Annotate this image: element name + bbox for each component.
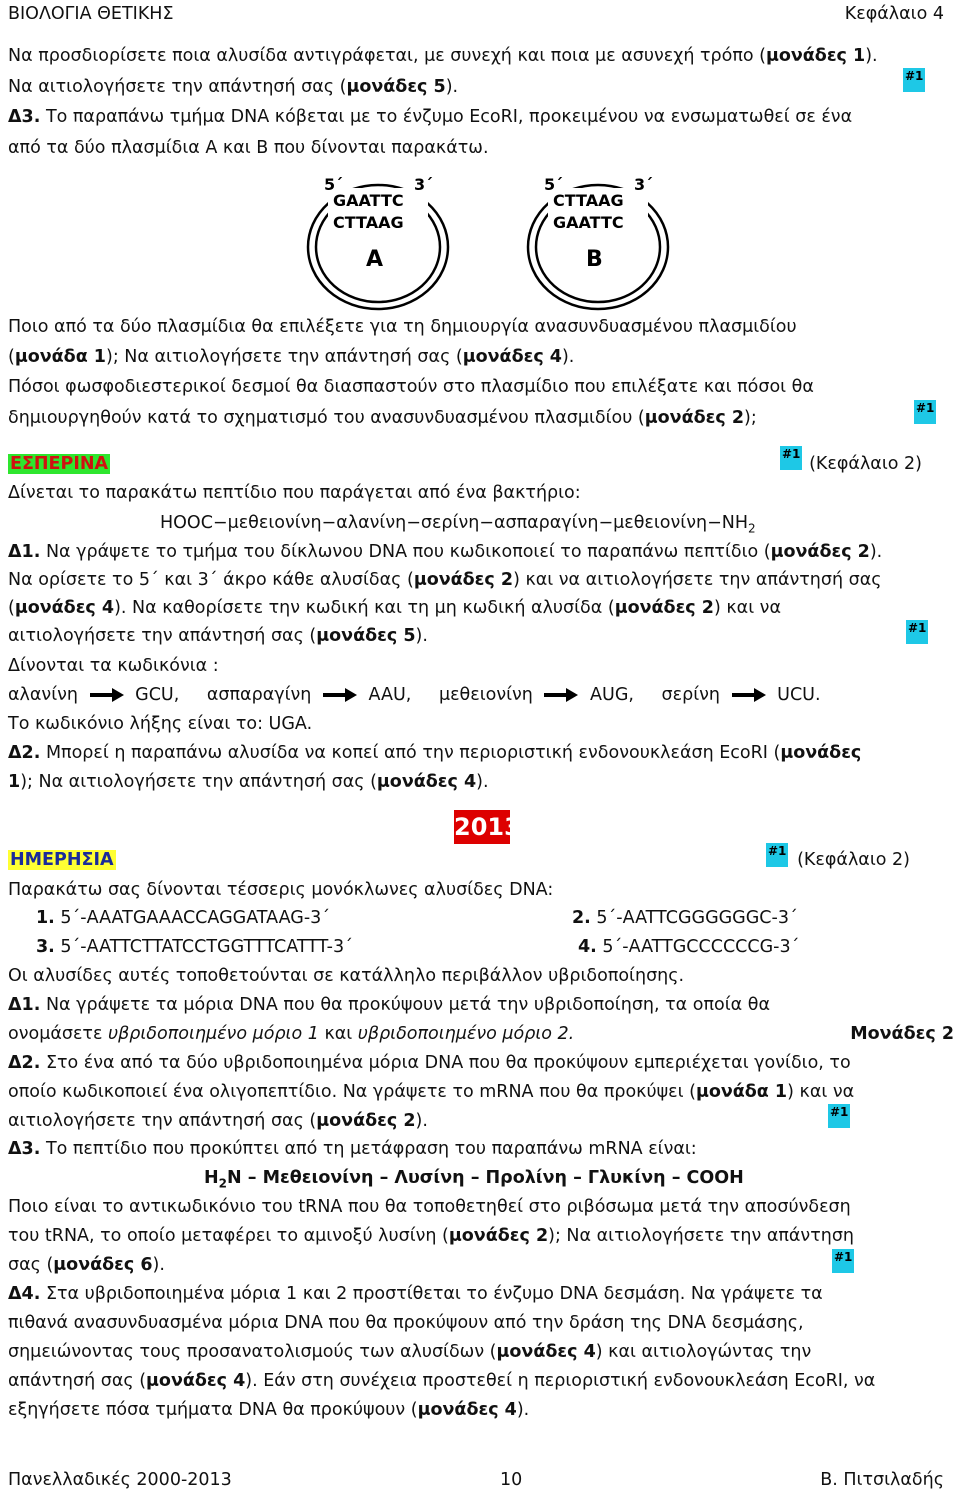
text-line: Δ4. Στα υβριδοποιημένα μόρια 1 και 2 προστίθεται το ένζυμο DNA δεσμάση. Να γράψετε τα bbox=[8, 1284, 823, 1304]
text-line: απάντησή σας (μονάδες 4). Εάν στη συνέχεια προστεθεί η περιοριστική ενδονουκλεάση EcoRI, να bbox=[8, 1371, 876, 1391]
text-line: Παρακάτω σας δίνονται τέσσερις μονόκλωνες αλυσίδες DNA: bbox=[8, 880, 554, 900]
arrow-icon bbox=[323, 688, 357, 702]
text-line: πιθανά ανασυνδυασμένα μόρια DNA που θα προκύψουν από την δράση της DNA δεσμάσης, bbox=[8, 1313, 804, 1333]
text-line: σημειώνοντας τους προσανατολισμούς των αλυσίδων (μονάδες 4) και αιτιολογώντας την bbox=[8, 1342, 812, 1362]
text-line: Δ3. Το πεπτίδιο που προκύπτει από τη μετάφραση του παραπάνω mRNA είναι: bbox=[8, 1139, 697, 1159]
plasmid-a-five: 5΄ bbox=[324, 175, 343, 194]
arrow-icon bbox=[732, 688, 766, 702]
section-title-esperina: ΕΣΠΕΡΙΝΑ bbox=[10, 454, 109, 474]
arrow-icon bbox=[544, 688, 578, 702]
text-line: αιτιολογήσετε την απάντησή σας (μονάδες 5). bbox=[8, 626, 428, 646]
text-line: Ποιο από τα δύο πλασμίδια θα επιλέξετε για τη δημιουργία ανασυνδυασμένου πλασμιδίου bbox=[8, 317, 797, 337]
ref-tag: #1 bbox=[832, 1249, 854, 1273]
header-left: ΒΙΟΛΟΓΙΑ ΘΕΤΙΚΗΣ bbox=[8, 4, 174, 24]
peptide-line: $HOOC-\mu\varepsilon\theta\varepsilon\iota o\nu ί\nu\eta-\alpha\lambda\alpha\nu ί\nu\eta-\sigma\varepsilon\rho ί\nu\eta-\alpha\sigma\pi\alpha\rho\alpha\gamma ί\nu\eta-\mu\varepsilon\theta\varepsilon\iota o\nu ί\nu\eta-NH_2$ bbox=[160, 513, 756, 536]
text-line: ονομάσετε υβριδοποιημένο μόριο 1 και υβριδοποιημένο μόριο 2. bbox=[8, 1024, 575, 1044]
plasmid-a bbox=[308, 175, 448, 309]
peptide-line: $H_2N$ – Μεθειονίνη – Λυσίνη – Προλίνη – Γλυκίνη – COOH bbox=[204, 1168, 744, 1191]
text-line: αιτιολογήσετε την απάντησή σας (μονάδες 2). bbox=[8, 1111, 428, 1131]
text-line: δημιουργηθούν κατά το σχηματισμό του ανασυνδυασμένου πλασμιδίου (μονάδες 2); bbox=[8, 408, 757, 428]
text-line: Να προσδιορίσετε ποια αλυσίδα αντιγράφεται, με συνεχή και ποια με ασυνεχή τρόπο (μονάδες 1). bbox=[8, 46, 878, 66]
text-line: (μονάδα 1); Να αιτιολογήσετε την απάντησή σας (μονάδες 4). bbox=[8, 347, 575, 367]
ref-tag: #1 bbox=[766, 843, 788, 867]
plasmid-b-top: CTTAAG bbox=[553, 191, 624, 210]
text-line: Δ1. Να γράψετε το τμήμα του δίκλωνου DNA που κωδικοποιεί το παραπάνω πεπτίδιο (μονάδες 2). bbox=[8, 542, 883, 562]
plasmid-a-top: GAATTC bbox=[333, 191, 404, 210]
text-line: εξηγήσετε πόσα τμήματα DNA θα προκύψουν (μονάδες 4). bbox=[8, 1400, 530, 1420]
text-line: Δ3. Το παραπάνω τμήμα DNA κόβεται με το ένζυμο EcoRI, προκειμένου να ενσωματωθεί σε ένα bbox=[8, 107, 853, 127]
arrow-icon bbox=[90, 688, 124, 702]
text-line: Δ2. Μπορεί η παραπάνω αλυσίδα να κοπεί από την περιοριστική ενδονουκλεάση EcoRI (μονάδες bbox=[8, 743, 862, 763]
plasmid-a-three: 3΄ bbox=[414, 175, 433, 194]
text-line: Δίνονται τα κωδικόνια : bbox=[8, 656, 219, 676]
text-line: 1); Να αιτιολογήσετε την απάντησή σας (μονάδες 4). bbox=[8, 772, 489, 792]
text-line: Δ1. Να γράψετε τα μόρια DNA που θα προκύψουν μετά την υβριδοποίηση, τα οποία θα bbox=[8, 995, 770, 1015]
ref-tag: #1 bbox=[906, 620, 928, 644]
ref-tag: #1 bbox=[780, 446, 802, 470]
text-line: (μονάδες 4). Να καθορίσετε την κωδική και τη μη κωδική αλυσίδα (μονάδες 2) και να bbox=[8, 598, 781, 618]
text-line: Ποιο είναι το αντικωδικόνιο του tRNA που θα τοποθετηθεί στο ριβόσωμα μετά την αποσύνδεση bbox=[8, 1197, 851, 1217]
text-line: από τα δύο πλασμίδια Α και Β που δίνονται παρακάτω. bbox=[8, 138, 489, 158]
plasmid-b-five: 5΄ bbox=[544, 175, 563, 194]
text-line: του tRNA, το οποίο μεταφέρει το αμινοξύ λυσίνη (μονάδες 2); Να αιτιολογήσετε την απάντηση bbox=[8, 1226, 855, 1246]
plasmid-a-bottom: CTTAAG bbox=[333, 213, 404, 232]
text-line: Δ2. Στο ένα από τα δύο υβριδοποιημένα μόρια DNA που θα προκύψουν εμπεριέχεται γονίδιο, το bbox=[8, 1053, 851, 1073]
text-line: Πόσοι φωσφοδιεστερικοί δεσμοί θα διασπαστούν στο πλασμίδιο που επιλέξατε και πόσοι θα bbox=[8, 377, 814, 397]
chain-item: 4. 5΄-AATTGCCCCCCG-3΄ bbox=[578, 937, 800, 957]
text-line: οποίο κωδικοποιεί ένα ολιγοπεπτίδιο. Να γράψετε το mRNA που θα προκύψει (μονάδα 1) και να bbox=[8, 1082, 855, 1102]
text-line: Οι αλυσίδες αυτές τοποθετούνται σε κατάλληλο περιβάλλον υβριδοποίησης. bbox=[8, 966, 685, 986]
plasmid-b-three: 3΄ bbox=[634, 175, 653, 194]
text-line: Δίνεται το παρακάτω πεπτίδιο που παράγεται από ένα βακτήριο: bbox=[8, 483, 581, 503]
plasmids-figure bbox=[300, 172, 720, 312]
chapter-ref: (Κεφάλαιο 2) bbox=[797, 850, 910, 870]
plasmid-b-bottom: GAATTC bbox=[553, 213, 624, 232]
plasmid-b-label: B bbox=[586, 247, 603, 272]
ref-tag: #1 bbox=[903, 68, 925, 92]
ref-tag: #1 bbox=[914, 400, 936, 424]
plasmid-a-label: A bbox=[366, 247, 384, 272]
page-number: 10 bbox=[500, 1470, 523, 1490]
header-right: Κεφάλαιο 4 bbox=[844, 4, 944, 24]
chain-item: 2. 5΄-AATTCGGGGGGC-3΄ bbox=[572, 908, 798, 928]
footer-left: Πανελλαδικές 2000-2013 bbox=[8, 1470, 232, 1490]
chapter-ref: (Κεφάλαιο 2) bbox=[809, 454, 922, 474]
text-line: Να ορίσετε το 5΄ και 3΄ άκρο κάθε αλυσίδας (μονάδες 2) και να αιτιολογήσετε την απάντησή σας bbox=[8, 570, 882, 590]
codon-line: αλανίνη GCU, ασπαραγίνη AAU, μεθειονίνη AUG, σερίνη UCU. bbox=[8, 685, 821, 705]
points-label: Μονάδες 2 bbox=[850, 1024, 954, 1044]
text-line: Το κωδικόνιο λήξης είναι το: UGA. bbox=[8, 714, 313, 734]
text-line: σας (μονάδες 6). bbox=[8, 1255, 165, 1275]
chain-item: 3. 5΄-AATTCTTATCCTGGTTTCATTT-3΄ bbox=[36, 937, 353, 957]
section-title-imerisia: ΗΜΕΡΗΣΙΑ bbox=[10, 850, 114, 870]
ref-tag: #1 bbox=[828, 1104, 850, 1128]
plasmid-b bbox=[528, 175, 668, 309]
footer-right: Β. Πιτσιλαδής bbox=[820, 1470, 944, 1490]
text-line: Να αιτιολογήσετε την απάντησή σας (μονάδες 5). bbox=[8, 77, 459, 97]
year-badge: 2013 bbox=[454, 810, 510, 844]
chain-item: 1. 5΄-AAATGAAACCAGGATAAG-3΄ bbox=[36, 908, 331, 928]
